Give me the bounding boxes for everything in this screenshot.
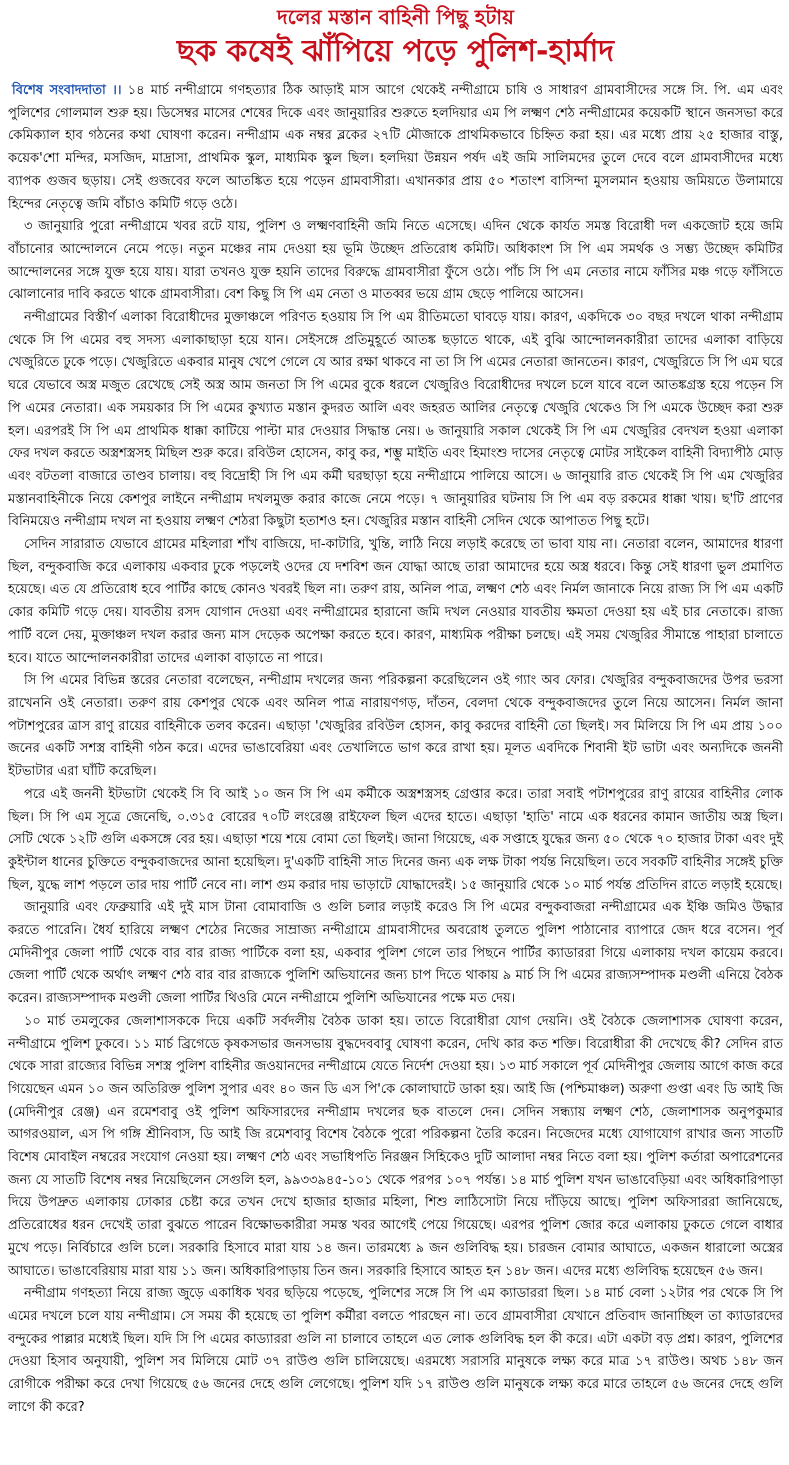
- article-paragraph: নন্দীগ্রামের বিস্তীর্ণ এলাকা বিরোধীদের মুক্তাঞ্চলে পরিণত হওয়ায় সি পি এম রীতিমতো ঘাবড়ে যায়। কারণ, একদিকে ৩০ বছর দখলে থাকা নন্দীগ্রাম থেকে সি পি এমের বহু সদস্য এলাকাছাড়া হয়ে যান। সেইসঙ্গে প্রতিমুহূর্তে আতঙ্ক ছড়াতে থাকে, এই বুঝি আন্দোলনকারীরা তাদের এলাকা বাড়িয়ে খেজুরিতে ঢুকে পড়ে। খেজুরিতে একবার মানুষ খেপে গেলে যে আর রক্ষা থাকবে না তা সি পি এমের নেতারা জানতেন। কারণ, খেজুরিতে সি পি এম ঘরে ঘরে যেভাবে অস্ত্র মজুত রেখেছে সেই অস্ত্র আম জনতা সি পি এমের বুকে ধরলে খেজুরিও বিরোধীদের দখলে চলে যাবে বলে আতঙ্কগ্রস্ত হয়ে পড়েন সি পি এমের নেতারা। এক সময়কার সি পি এমের কুখ্যাত মস্তান কুদরত আলি এবং জহরত আলির নেতৃত্বে খেজুরি থেকেও সি পি এমকে উচ্ছেদ করা শুরু হল। এরপরই সি পি এম প্রাথমিক ধাক্কা কাটিয়ে পাল্টা মার দেওয়ার সিদ্ধান্ত নেয়। ৬ জানুয়ারি সকাল থেকেই সি পি এম খেজুরির বেদখল হওয়া এলাকা ফের দখল করতে অস্ত্রশস্ত্রসহ মিছিল শুরু করে। রবিউল হোসেন, কাবু কর, শম্ভু মাইতি এবং হিমাংশু দাসের নেতৃত্বে মোটর সাইকেল বাহিনী বিদ্যাপীঠ মোড় এবং বটতলা বাজারে তাণ্ডব চালায়। বহু বিদ্রোহী সি পি এম কর্মী ঘরছাড়া হয়ে নন্দীগ্রামে পালিয়ে আসে। ৬ জানুয়ারি রাত থেকেই সি পি এম খেজুরির মস্তানবাহিনীকে নিয়ে কেশপুর লাইনে নন্দীগ্রাম দখলমুক্ত করার কাজে নেমে পড়ে। ৭ জানুয়ারির ঘটনায় সি পি এম বড় রকমের ধাক্কা খায়। ছ'টি প্রাণের বিনিময়েও নন্দীগ্রাম দখল না হওয়ায় লক্ষ্মণ শেঠরা কিছুটা হতাশও হন। খেজুরির মস্তান বাহিনী সেদিন থেকে আপাতত পিছু হটে।: [8, 310, 783, 530]
- article-paragraph: সেদিন সারারাত যেভাবে গ্রামের মহিলারা শাঁখ বাজিয়ে, দা-কাটারি, খুন্তি, লাঠি নিয়ে লড়াই করেছে তা ভাবা যায় না। নেতারা বলেন, আমাদের ধারণা ছিল, বন্দুকবাজি করে এলাকায় একবার ঢুকে পড়লেই ওদের যে দশবিশ জন যোদ্ধা আছে তারা আমাদের হয়ে অস্ত্র ধরবে। কিন্তু সেই ধারণা ভুল প্রমাণিত হয়েছে। এত যে প্রতিরোধ হবে পার্টির কাছে কোনও খবরই ছিল না। তরুণ রায়, অনিল পাত্র, লক্ষ্মণ শেঠ এবং নির্মল জানাকে নিয়ে রাজ্য সি পি এম একটি কোর কমিটি গড়ে দেয়। যাবতীয় রসদ যোগান দেওয়া এবং নন্দীগ্রামের হারানো জমি দখল নেওয়ার যাবতীয় ক্ষমতা দেওয়া হয় এই চার নেতাকে। রাজ্য পার্টি বলে দেয়, মুক্তাঞ্চল দখল করার জন্য মাস দেড়েক অপেক্ষা করতে হবে। কারণ, মাধ্যমিক পরীক্ষা চলছে। এই সময় খেজুরির সীমান্তে পাহারা চালাতে হবে। যাতে আন্দোলনকারীরা তাদের এলাকা বাড়াতে না পারে।: [8, 537, 783, 666]
- article-body: [8, 80, 783, 1419]
- article-paragraph: ৩ জানুয়ারি পুরো নন্দীগ্রামে খবর রটে যায়, পুলিশ ও লক্ষ্মণবাহিনী জমি নিতে এসেছে। এদিন থেকে কার্যত সমস্ত বিরোধী দল একজোট হয়ে জমি বাঁচানোর আন্দোলনে নেমে পড়ে। নতুন মঞ্চের নাম দেওয়া হয় ভূমি উচ্ছেদ প্রতিরোধ কমিটি। অধিকাংশ সি পি এম সমর্থক ও সম্ভ্য উচ্ছেদ কমিটির আন্দোলনের সঙ্গে যুক্ত হয়ে যায়। যারা তখনও যুক্ত হয়নি তাদের বিরুদ্ধে গ্রামবাসীরা ফুঁসে ওঠে। পাঁচ সি পি এম নেতার নামে ফাঁসির মঞ্চ গড়ে ফাঁসিতে ঝোলানোর দাবি করতে থাকে গ্রামবাসীরা। বেশ কিছু সি পি এম নেতা ও মাতব্বর ভয়ে গ্রাম ছেড়ে পালিয়ে আসেন।: [8, 219, 783, 303]
- article-paragraph: জানুয়ারি এবং ফেব্রুয়ারি এই দুই মাস টানা বোমাবাজি ও গুলি চলার লড়াই করেও সি পি এমের বন্দুকবাজরা নন্দীগ্রামের এক ইঞ্চি জমিও উদ্ধার করতে পারেনি। ধৈর্য হারিয়ে লক্ষ্মণ শেঠের নিজের সাম্রাজ্য নন্দীগ্রামে গ্রামবাসীদের অবরোধ তুলতে পুলিশ পাঠানোর ব্যাপারে জেদ ধরে বসেন। পূর্ব মেদিনীপুর জেলা পার্টি থেকে বার বার রাজ্য পার্টিকে বলা হয়, একবার পুলিশ গেলে তার পিছনে পার্টির ক্যাডাররা গিয়ে এলাকায় দখল কায়েম করবে। জেলা পার্টি থেকে অর্থাৎ লক্ষ্মণ শেঠ বার বার রাজ্যকে পুলিশি অভিযানের জন্য চাপ দিতে থাকায় ৯ মার্চ সি পি এমের রাজ্যসম্পাদক মণ্ডলী এনিয়ে বৈঠক করেন। রাজ্যসম্পাদক মণ্ডলী জেলা পার্টির থিওরি মেনে নন্দীগ্রামে পুলিশি অভিযানের পক্ষে মত দেয়।: [8, 900, 783, 1007]
- article-paragraph: ১০ মার্চ তমলুকের জেলাশাসককে দিয়ে একটি সর্বদলীয় বৈঠক ডাকা হয়। তাতে বিরোধীরা যোগ দেয়নি। ওই বৈঠকে জেলাশাসক ঘোষণা করেন, নন্দীগ্রামে পুলিশ ঢুকবে। ১১ মার্চ ব্রিগেডে কৃষকসভার জনসভায় বুদ্ধদেববাবু ঘোষণা করেন, দেখি কার কত শক্তি। বিরোধীরা কী দেখেছে কী? সেদিন রাত থেকে সারা রাজ্যের বিভিন্ন সশস্ত্র পুলিশ বাহিনীর জওয়ানদের নন্দীগ্রামে যেতে নির্দেশ দেওয়া হয়। ১৩ মার্চ সকালে পূর্ব মেদিনীপুর জেলায় আগে কাজ করে গিয়েছেন এমন ১০ জন অতিরিক্ত পুলিশ সুপার এবং ৪০ জন ডি এস পি'কে কোলাঘাটে ডাকা হয়। আই জি (পশ্চিমাঞ্চল) অরুণা গুপ্তা এবং ডি আই জি (মেদিনীপুর রেঞ্জ) এন রমেশবাবু ওই পুলিশ অফিসারদের নন্দীগ্রাম দখলের ছক বাতলে দেন। সেদিন সন্ধ্যায় লক্ষ্মণ শেঠ, জেলাশাসক অনুপকুমার আগরওয়াল, এস পি গঙ্গি শ্রীনিবাস, ডি আই জি রমেশবাবু বিশেষ বৈঠকে পুরো পরিকল্পনা তৈরি করেন। নিজেদের মধ্যে যোগাযোগ রাখার জন্য সাতটি বিশেষ মোবাইল নম্বরের সংযোগ নেওয়া হয়। লক্ষ্মণ শেঠ এবং সভাধিপতি নিরঞ্জন সিহিকেও দুটি আলাদা নম্বর নিতে বলা হয়। পুলিশ কর্তারা অপারেশনের জন্য যে সাতটি বিশেষ নম্বর নিয়েছিলেন সেগুলি হল, ৯৯৩৩৯৪৫-১০১ থেকে পরপর ১০৭ পর্যন্ত। ১৪ মার্চ পুলিশ যখন ভাঙাবেড়িয়া এবং অধিকারিপাড়া দিয়ে উপদ্রুত এলাকায় ঢোকার চেষ্টা করে তখন দেখে হাজার হাজার মহিলা, শিশু লাঠিসোটা নিয়ে দাঁড়িয়ে আছে। পুলিশ অফিসাররা জানিয়েছে, প্রতিরোধের ধরন দেখেই তারা বুঝতে পারেন বিক্ষোভকারীরা সমস্ত খবর আগেই পেয়ে গিয়েছে। এরপর পুলিশ জোর করে এলাকায় ঢুকতে গেলে বাধার মুখে পড়ে। নির্বিচারে গুলি চলে। সরকারি হিসাবে মারা যায় ১৪ জন। তারমধ্যে ৯ জন গুলিবিদ্ধ হয়। চারজন বোমার আঘাতে, একজন ধারালো অস্ত্রের আঘাতে। ভাঙাবেরিয়ায় মারা যায় ১১ জন। অধিকারিপাড়ায় তিন জন। সরকারি হিসাবে আহত হন ১৪৮ জন। এদের মধ্যে গুলিবিদ্ধ হয়েছেন ৫৬ জন।: [8, 1013, 783, 1279]
- article-paragraph: [8, 80, 783, 216]
- article-paragraph: পরে এই জননী ইটভাটা থেকেই সি বি আই ১০ জন সি পি এম কর্মীকে অস্ত্রশস্ত্রসহ গ্রেপ্তার করে। তারা সবাই পটাশপুরের রাণু রায়ের বাহিনীর লোক ছিল। সি পি এম সূত্রে জেনেছি, ০.৩১৫ বোরের ৭০টি লংরেঞ্জ রাইফেল ছিল এদের হাতে। এছাড়া 'হাতি' নামে এক ধরনের কামান জাতীয় অস্ত্র ছিল। সেটি থেকে ১২টি গুলি একসঙ্গে বের হয়। এছাড়া শয়ে শয়ে বোমা তো ছিলই। জানা গিয়েছে, এক সপ্তাহে যুদ্ধের জন্য ৫০ থেকে ৭০ হাজার টাকা এবং দুই কুইন্টাল ধানের চুক্তিতে বন্দুকবাজদের আনা হয়েছিল। দু'একটি বাহিনী সাত দিনের জন্য এক লক্ষ টাকা পর্যন্ত নিয়েছিল। তবে সবকটি বাহিনীর সঙ্গেই চুক্তি ছিল, যুদ্ধে লাশ পড়লে তার দায় পার্টি নেবে না। লাশ গুম করার দায় ভাড়াটে যোদ্ধাদেরই। ১৫ জানুয়ারি থেকে ১০ মার্চ পর্যন্ত প্রতিদিন রাতে লড়াই হয়েছে।: [8, 786, 783, 893]
- article-paragraph: নন্দীগ্রাম গণহত্যা নিয়ে রাজ্য জুড়ে একাধিক খবর ছড়িয়ে পড়েছে, পুলিশের সঙ্গে সি পি এম ক্যাডাররা ছিল। ১৪ মার্চ বেলা ১২টার পর থেকে সি পি এমের দখলে চলে যায় নন্দীগ্রাম। সে সময় কী হয়েছে তা পুলিশ কর্মীরা বলতে পারছেন না। তবে গ্রামবাসীরা যেখানে প্রতিবাদ জানাচ্ছিল তা ক্যাডারদের বন্দুকের পাল্লার মধ্যেই ছিল। যদি সি পি এমের কাড্যাররা গুলি না চালাবে তাহলে এত লোক গুলিবিদ্ধ হল কী করে। এটা একটা বড় প্রশ্ন। কারণ, পুলিশের দেওয়া হিসাব অনুযায়ী, পুলিশ সব মিলিয়ে মোট ৩৭ রাউণ্ড গুলি চালিয়েছে। এরমধ্যে সরাসরি মানুষকে লক্ষ্য করে মাত্র ১৭ রাউণ্ড। অথচ ১৪৮ জন রোগীকে পরীক্ষা করে দেখা গিয়েছে ৫৬ জনের দেহে গুলি লেগেছে। পুলিশ যদি ১৭ রাউণ্ড গুলি মানুষকে লক্ষ্য করে মারে তাহলে ৫৬ জনের দেহে গুলি লাগে কী করে?: [8, 1286, 783, 1415]
- main-headline: ছক কষেই ঝাঁপিয়ে পড়ে পুলিশ-হার্মাদ: [176, 34, 615, 69]
- paragraph-text: ১৪ মার্চ নন্দীগ্রামে গণহত্যার ঠিক আড়াই মাস আগে থেকেই নন্দীগ্রামে চাষি ও সাধারণ গ্রামবাসীদের সঙ্গে সি. পি. এম এবং পুলিশের গোলমাল শুরু হয়। ডিসেম্বর মাসের শেষের দিকে এবং জানুয়ারির শুরুতে হলদিয়ার এম পি লক্ষ্মণ শেঠ নন্দীগ্রামের কয়েকটি স্থানে জনসভা করে কেমিক্যাল হাব গঠনের কথা ঘোষণা করেন। নন্দীগ্রাম এক নম্বর ব্লকের ২৭টি মৌজাকে প্রাথমিকভাবে চিহ্নিত করা হয়। এর মধ্যে প্রায় ২৫ হাজার বাস্তু, কয়েক'শো মন্দির, মসজিদ, মাদ্রাসা, প্রাথমিক স্কুল, মাধ্যমিক স্কুল ছিল। হলদিয়া উন্নয়ন পর্ষদ এই জমি সালিমদের তুলে দেবে বলে গ্রামবাসীদের মধ্যে ব্যাপক গুজব ছড়ায়। সেই গুজবের ফলে আতঙ্কিত হয়ে পড়েন গ্রামবাসীরা। এখানকার প্রায় ৫০ শতাংশ বাসিন্দা মুসলমান হওয়ায় জমিয়তে উলামায়ে হিন্দের নেতৃত্বে জমি বাঁচাও কমিটি গড়ে ওঠে।: [8, 83, 783, 212]
- article-paragraph: সি পি এমের বিভিন্ন স্তরের নেতারা বলেছেন, নন্দীগ্রাম দখলের জন্য পরিকল্পনা করেছিলেন ওই গ্যাং অব ফোর। খেজুরির বন্দুকবাজদের উপর ভরসা রাখেননি ওই নেতারা। তরুণ রায় কেশপুর থেকে এবং অনিল পাত্র নারায়ণগড়, দাঁতন, বেলদা থেকে বন্দুকবাজদের তুলে নিয়ে আসেন। নির্মল জানা পটাশপুরের ত্রাস রাণু রায়ের বাহিনীকে তলব করেন। এছাড়া 'খেজুরির রবিউল হোসন, কাবু করদের বাহিনী তো ছিলই। সব মিলিয়ে সি পি এম প্রায় ১০০ জনের একটি সশস্ত্র বাহিনী গঠন করে। এদের ভাঙাবেরিয়া এবং তেখালিতে ভাগ করে রাখা হয়। মূলত এবদিকে শিবানী ইট ভাটা এবং অন্যদিকে জননী ইটভাটার এরা ঘাঁটি করেছিল।: [8, 673, 783, 780]
- kicker-headline: দলের মস্তান বাহিনী পিছু হটায়: [277, 5, 514, 29]
- byline: বিশেষ সংবাদদাতা ।।: [12, 83, 122, 98]
